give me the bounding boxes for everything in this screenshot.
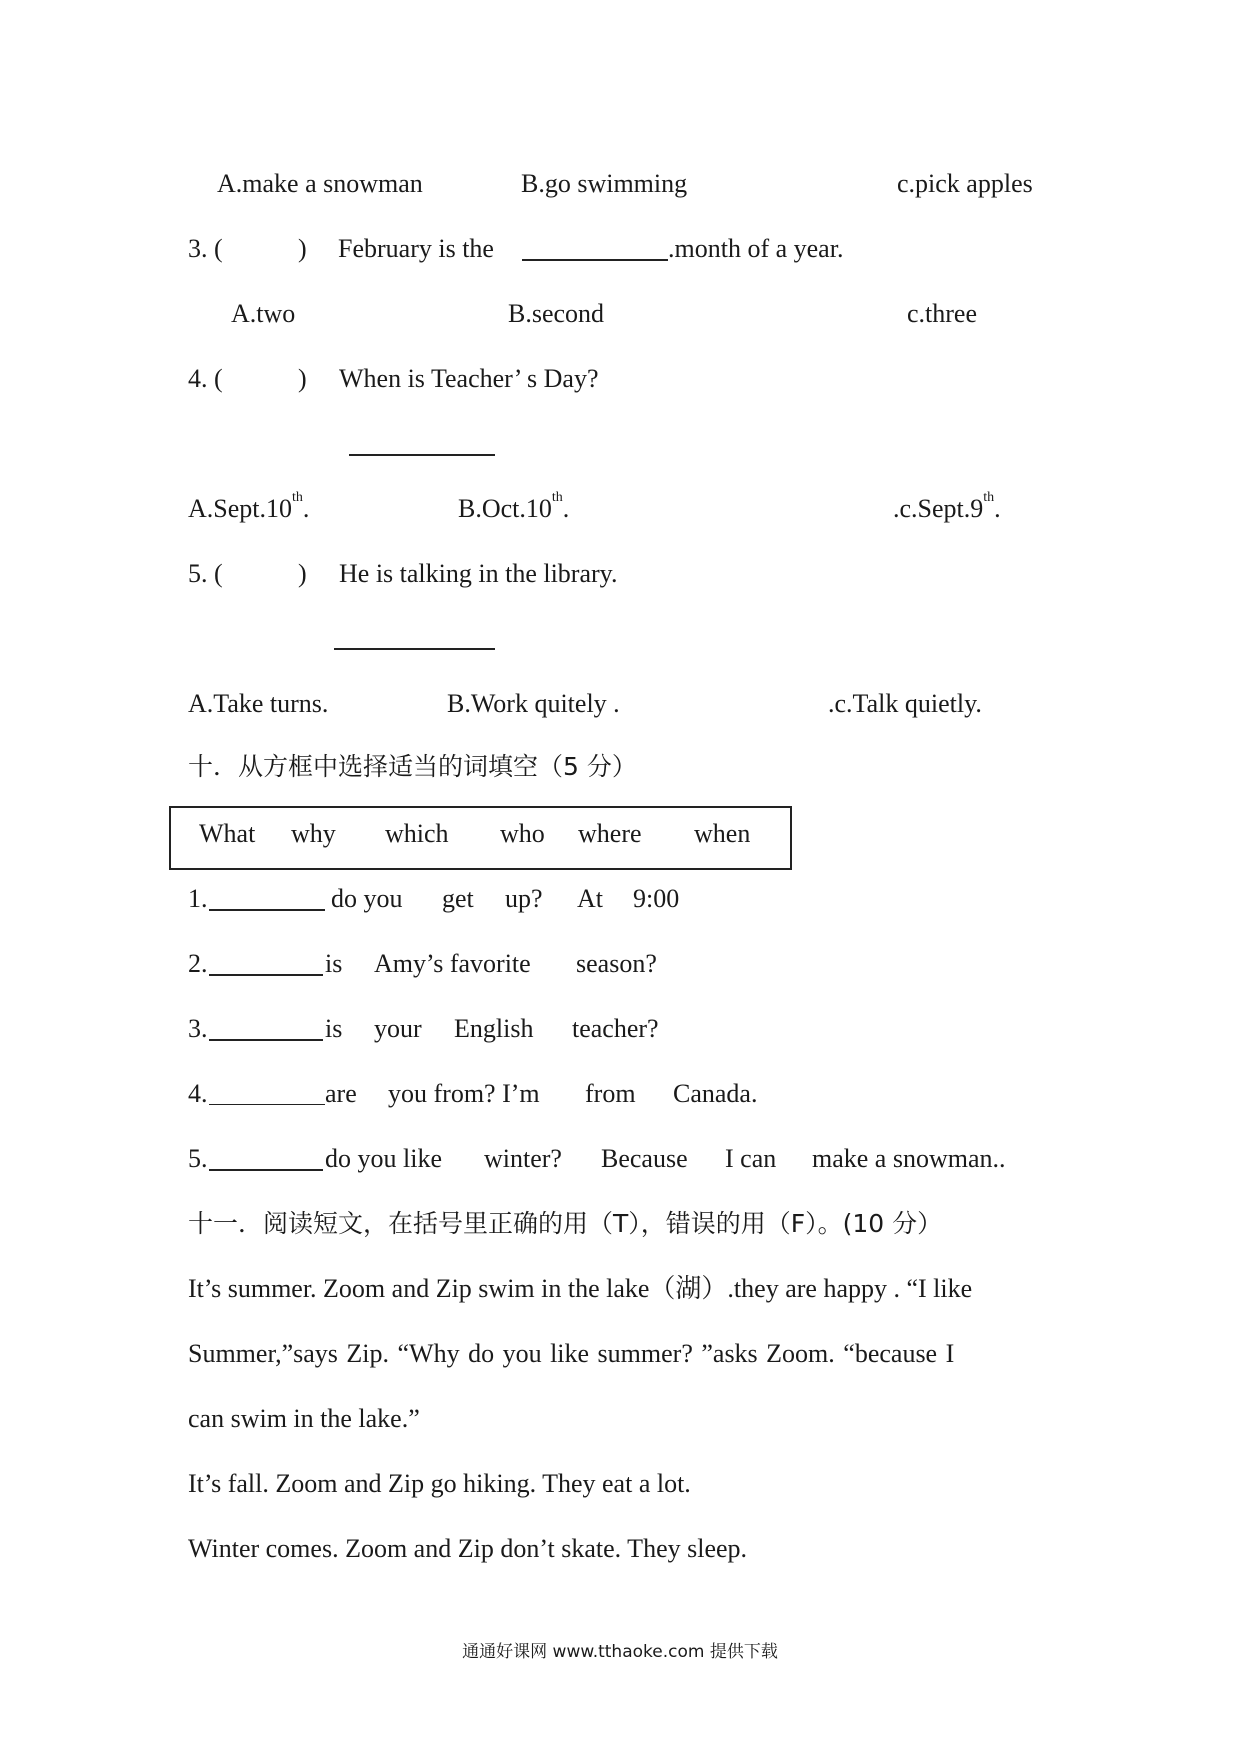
q3-option-b: B.second xyxy=(508,299,605,328)
q4-option-a: A.Sept.10th. xyxy=(188,490,310,523)
fill-blank-4[interactable] xyxy=(209,1080,325,1105)
q2-option-a: A.make a snowman xyxy=(217,169,423,198)
q5-option-b: B.Work quitely . xyxy=(447,689,620,718)
q5-option-c: .c.Talk quietly. xyxy=(828,689,982,718)
fill-blank-3[interactable] xyxy=(209,1015,323,1041)
q5-answer-line[interactable] xyxy=(334,648,495,650)
word-which: which xyxy=(385,819,449,848)
word-who: who xyxy=(500,819,545,848)
q4-answer-line[interactable] xyxy=(349,454,495,456)
q4-option-c: .c.Sept.9th. xyxy=(893,490,1001,523)
q5-text: He is talking in the library. xyxy=(339,559,618,588)
q3-number: 3. ( xyxy=(188,234,223,263)
q3-option-c: c.three xyxy=(907,299,978,328)
fill-blank-5[interactable] xyxy=(209,1145,323,1171)
q4-text: When is Teacher’ s Day? xyxy=(339,364,599,393)
q5-option-a: A.Take turns. xyxy=(188,689,329,718)
q3-option-a: A.two xyxy=(231,299,296,328)
q2-option-b: B.go swimming xyxy=(521,169,688,198)
q3-paren-close: ) xyxy=(298,234,307,263)
fill-blank-1[interactable] xyxy=(209,885,325,911)
q4-paren-close: ) xyxy=(298,364,307,393)
fill-blank-2[interactable] xyxy=(209,950,323,976)
q3-blank[interactable] xyxy=(522,235,668,261)
q3-text-post: .month of a year. xyxy=(668,234,844,263)
word-where: where xyxy=(578,819,642,848)
word-when: when xyxy=(694,819,751,848)
q4-number: 4. ( xyxy=(188,364,223,393)
q5-number: 5. ( xyxy=(188,559,223,588)
q2-option-c: c.pick apples xyxy=(897,169,1033,198)
word-what: What xyxy=(199,819,256,848)
q5-paren-close: ) xyxy=(298,559,307,588)
q4-option-b: B.Oct.10th. xyxy=(458,490,570,523)
word-why: why xyxy=(291,819,336,848)
footer-watermark: 通通好课网 www.tthaoke.com 提供下载 xyxy=(462,1642,778,1662)
q3-text-pre: February is the xyxy=(338,234,494,263)
